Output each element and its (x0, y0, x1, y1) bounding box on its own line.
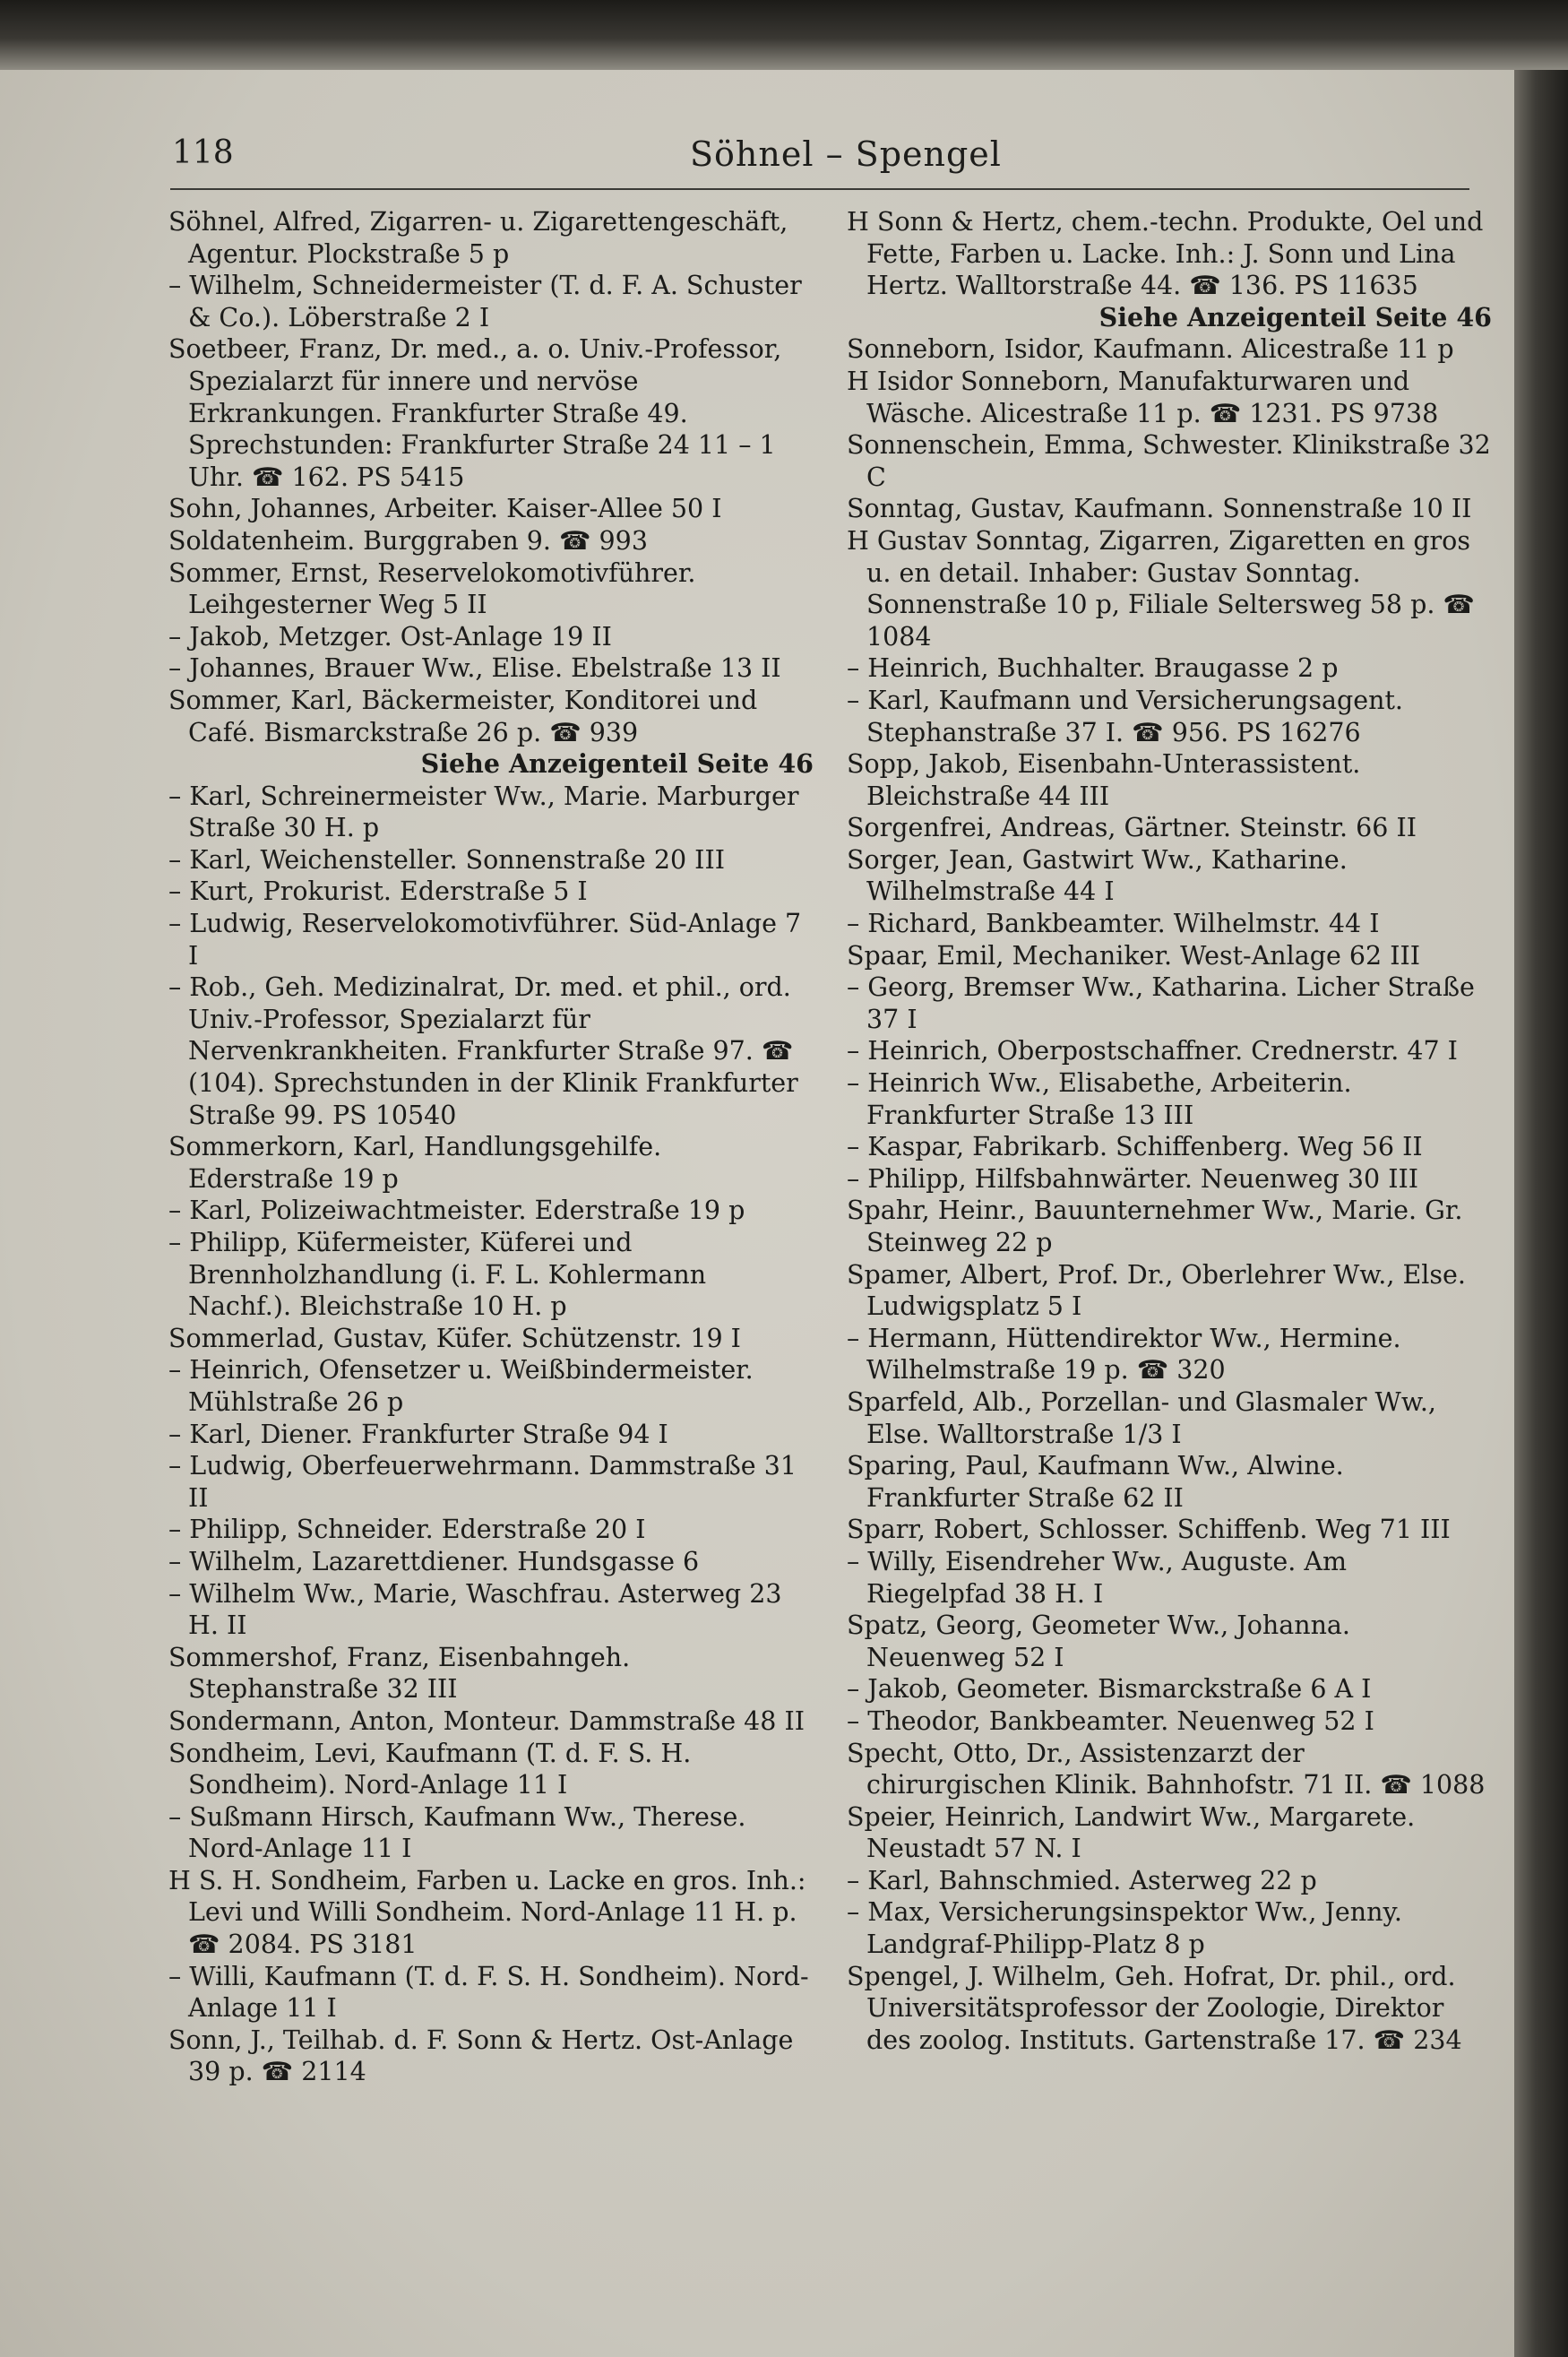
entry: Sorgenfrei, Andreas, Gärtner. Steinstr. 66 II (847, 813, 1417, 843)
entry: – Karl, Polizeiwachtmeister. Ederstraße 19 p (168, 1196, 745, 1226)
entry: Sparfeld, Alb., Porzellan- und Glasmaler Ww., Else. Walltorstraße 1/3 I (847, 1386, 1436, 1449)
entry: – Karl, Schreinermeister Ww., Marie. Marburger Straße 30 H. p (168, 781, 799, 843)
entry: – Wilhelm Ww., Marie, Waschfrau. Asterweg 23 H. II (168, 1578, 782, 1641)
entry-advert: Sommer, Karl, Bäckermeister, Konditorei und Café. Bismarckstraße 26 p. ☎ 939 (168, 685, 758, 747)
entry: Sonntag, Gustav, Kaufmann. Sonnenstraße 10 II (847, 494, 1472, 524)
entry: Sommer, Ernst, Reservelokomotivführer. Leihgesterner Weg 5 II (168, 557, 696, 620)
entry: Sorger, Jean, Gastwirt Ww., Katharine. Wilhelmstraße 44 I (847, 844, 1348, 907)
right-column (847, 206, 1492, 2056)
entry: – Kaspar, Fabrikarb. Schiffenberg. Weg 56 II (847, 1132, 1423, 1162)
entry: – Heinrich, Oberpostschaffner. Crednerstr. 47 I (847, 1036, 1458, 1066)
entry-business: H S. H. Sondheim, Farben u. Lacke en gros. Inh.: Levi und Willi Sondheim. Nord-Anlage 11 H. p. ☎ 2084. PS 3181 (168, 1865, 806, 1960)
entry: – Johannes, Brauer Ww., Elise. Ebelstraße 13 II (168, 653, 781, 684)
entry: – Jakob, Metzger. Ost-Anlage 19 II (168, 621, 612, 652)
entry: Spengel, J. Wilhelm, Geh. Hofrat, Dr. phil., ord. Universitätsprofessor der Zoologie, Direktor des zoolog. Instituts. Gartenstraße 17. ☎ 234 (847, 1961, 1462, 2055)
entry: – Karl, Kaufmann und Versicherungsagent. Stephanstraße 37 I. ☎ 956. PS 16276 (847, 685, 1403, 747)
entry: – Georg, Bremser Ww., Katharina. Licher Straße 37 I (847, 972, 1475, 1034)
entry: Spatz, Georg, Geometer Ww., Johanna. Neuenweg 52 I (847, 1610, 1350, 1672)
entry: Soetbeer, Franz, Dr. med., a. o. Univ.-Professor, Spezialarzt für innere und nervöse Erkrankungen. Frankfurter Straße 49. Sprechstunden: Frankfurter Straße 24 11 – 1 Uhr. ☎ 162. PS 5415 (168, 334, 782, 492)
entry: – Philipp, Küfermeister, Küferei und Brennholzhandlung (i. F. L. Kohlermann Nachf.). Bleichstraße 10 H. p (168, 1228, 707, 1322)
entry: Sondheim, Levi, Kaufmann (T. d. F. S. H. Sondheim). Nord-Anlage 11 I (168, 1738, 692, 1800)
entry: Soldatenheim. Burggraben 9. ☎ 993 (168, 525, 648, 556)
entry: Spaar, Emil, Mechaniker. West-Anlage 62 III (847, 940, 1420, 971)
scan-top-edge (0, 0, 1568, 70)
entry: – Richard, Bankbeamter. Wilhelmstr. 44 I (847, 909, 1380, 939)
advert-reference: Siehe Anzeigenteil Seite 46 (1098, 301, 1492, 332)
entry: Spamer, Albert, Prof. Dr., Oberlehrer Ww., Else. Ludwigsplatz 5 I (847, 1259, 1466, 1322)
left-column (168, 206, 814, 2088)
advert-reference: Siehe Anzeigenteil Seite 46 (420, 748, 814, 780)
entry: – Willy, Eisendreher Ww., Auguste. Am Riegelpfad 38 H. I (847, 1546, 1347, 1609)
entry: – Sußmann Hirsch, Kaufmann Ww., Therese. Nord-Anlage 11 I (168, 1801, 746, 1864)
entry: – Philipp, Schneider. Ederstraße 20 I (168, 1515, 646, 1545)
entry: – Ludwig, Reservelokomotivführer. Süd-Anlage 7 I (168, 909, 802, 971)
entry: Sopp, Jakob, Eisenbahn-Unterassistent. Bleichstraße 44 III (847, 749, 1361, 811)
page-number: 118 (172, 134, 234, 171)
entry: – Theodor, Bankbeamter. Neuenweg 52 I (847, 1705, 1374, 1736)
entry: – Karl, Diener. Frankfurter Straße 94 I (168, 1419, 668, 1449)
entry: Specht, Otto, Dr., Assistenzarzt der chirurgischen Klinik. Bahnhofstr. 71 II. ☎ 1088 (847, 1738, 1486, 1800)
entry: – Wilhelm, Lazarettdiener. Hundsgasse 6 (168, 1546, 700, 1576)
entry: – Wilhelm, Schneidermeister (T. d. F. A. Schuster & Co.). Löberstraße 2 I (168, 271, 802, 332)
entry: Sonn, J., Teilhab. d. F. Sonn & Hertz. Ost-Anlage 39 p. ☎ 2114 (168, 2025, 794, 2087)
entry-business: H Isidor Sonneborn, Manufakturwaren und Wäsche. Alicestraße 11 p. ☎ 1231. PS 9738 (847, 366, 1439, 428)
entry: Sondermann, Anton, Monteur. Dammstraße 48 II (168, 1705, 806, 1736)
entry: Sparing, Paul, Kaufmann Ww., Alwine. Frankfurter Straße 62 II (847, 1451, 1344, 1513)
running-title: Söhnel – Spengel (690, 134, 1002, 174)
entry-business: H Gustav Sonntag, Zigarren, Zigaretten en gros u. en detail. Inhaber: Gustav Sonntag. Sonnenstraße 10 p, Filiale Seltersweg 58 p. ☎ 1084 (847, 525, 1475, 652)
entry: – Philipp, Hilfsbahnwärter. Neuenweg 30 III (847, 1163, 1418, 1194)
entry: Sparr, Robert, Schlosser. Schiffenb. Weg 71 III (847, 1515, 1451, 1545)
entry: Söhnel, Alfred, Zigarren- u. Zigarettengeschäft, Agentur. Plockstraße 5 p (168, 207, 788, 269)
entry: Sonneborn, Isidor, Kaufmann. Alicestraße 11 p (847, 334, 1454, 365)
entry: – Heinrich, Buchhalter. Braugasse 2 p (847, 653, 1339, 684)
entry: – Rob., Geh. Medizinalrat, Dr. med. et phil., ord. Univ.-Professor, Spezialarzt für Nervenkrankheiten. Frankfurter Straße 97. ☎ (104). Sprechstunden in der Klinik Frankfurter Straße 99. PS 10540 (168, 972, 798, 1130)
entry: Sommerkorn, Karl, Handlungsgehilfe. Ederstraße 19 p (168, 1132, 662, 1194)
entry: – Kurt, Prokurist. Ederstraße 5 I (168, 876, 588, 907)
book-spine (1514, 0, 1568, 2357)
entry: Spahr, Heinr., Bauunternehmer Ww., Marie. Gr. Steinweg 22 p (847, 1196, 1463, 1257)
entry: Sohn, Johannes, Arbeiter. Kaiser-Allee 50 I (168, 494, 722, 524)
entry-business: H Sonn & Hertz, chem.-techn. Produkte, Oel und Fette, Farben u. Lacke. Inh.: J. Sonn und Lina Hertz. Walltorstraße 44. ☎ 136. PS 11635 (847, 207, 1484, 301)
entry: – Heinrich Ww., Elisabethe, Arbeiterin. Frankfurter Straße 13 III (847, 1068, 1352, 1130)
entry: – Karl, Bahnschmied. Asterweg 22 p (847, 1865, 1317, 1895)
entry: Sommershof, Franz, Eisenbahngeh. Stephanstraße 32 III (168, 1642, 631, 1705)
entry: Speier, Heinrich, Landwirt Ww., Margarete. Neustadt 57 N. I (847, 1801, 1416, 1864)
header-rule (170, 188, 1469, 190)
entry: – Willi, Kaufmann (T. d. F. S. H. Sondheim). Nord-Anlage 11 I (168, 1961, 809, 2024)
entry: – Ludwig, Oberfeuerwehrmann. Dammstraße 31 II (168, 1451, 797, 1513)
entry: – Heinrich, Ofensetzer u. Weißbindermeister. Mühlstraße 26 p (168, 1355, 754, 1417)
entry: – Jakob, Geometer. Bismarckstraße 6 A I (847, 1674, 1372, 1705)
entry: – Karl, Weichensteller. Sonnenstraße 20 III (168, 844, 725, 875)
entry: Sommerlad, Gustav, Küfer. Schützenstr. 19 I (168, 1323, 741, 1353)
entry: – Hermann, Hüttendirektor Ww., Hermine. Wilhelmstraße 19 p. ☎ 320 (847, 1323, 1401, 1386)
entry: – Max, Versicherungsinspektor Ww., Jenny. Landgraf-Philipp-Platz 8 p (847, 1897, 1402, 1960)
entry: Sonnenschein, Emma, Schwester. Klinikstraße 32 C (847, 430, 1491, 492)
